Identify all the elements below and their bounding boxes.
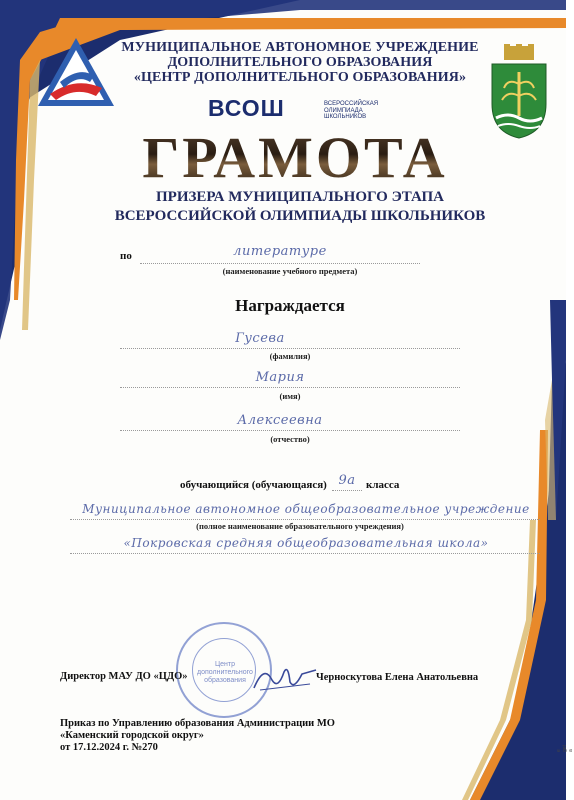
- order-block: [60, 718, 335, 754]
- organization-line-2: ДОПОЛНИТЕЛЬНОГО ОБРАЗОВАНИЯ: [167, 55, 433, 70]
- grade-prefix: обучающийся (обучающаяся): [180, 479, 327, 491]
- center-logo: [36, 36, 116, 108]
- surname-value: Гусева: [235, 331, 285, 346]
- order-line-2: «Каменский городской округ»: [60, 730, 204, 741]
- side-note: e get a: [556, 745, 574, 752]
- olympiad-logo-caption-2: ОЛИМПИАДА: [324, 107, 363, 114]
- official-stamp-inner: [192, 638, 256, 702]
- order-line-1: Приказ по Управлению образования Администрации МО: [60, 718, 335, 729]
- subject-value: литературе: [233, 244, 327, 259]
- school-hint: (полное наименование образовательного учреждения): [196, 521, 404, 531]
- director-signature-icon: [250, 660, 320, 696]
- school-line-1: [70, 519, 540, 520]
- stamp-line-3: образования: [204, 677, 246, 684]
- order-line-3: от 17.12.2024 г. №270: [60, 742, 158, 753]
- patronymic-line: [120, 430, 460, 431]
- surname-line: [120, 348, 460, 349]
- surname-hint: (фамилия): [269, 351, 311, 361]
- olympiad-logo-caption: [324, 101, 378, 121]
- stamp-line-2: дополнительного: [197, 669, 253, 676]
- stamp-line-1: Центр: [214, 661, 236, 668]
- school-value-line-1: Муниципальное автономное общеобразовательное учреждение: [82, 502, 530, 516]
- certificate-title: ГРАМОТА: [140, 124, 450, 191]
- subject-prefix: по: [120, 250, 132, 262]
- olympiad-logo-word: ВСОШ: [208, 95, 285, 121]
- first-name-hint: (имя): [279, 391, 301, 401]
- school-line-2: [70, 553, 540, 554]
- school-value-line-2: «Покровская средняя общеобразовательная школа»: [123, 536, 489, 550]
- patronymic-hint: (отчество): [270, 434, 310, 444]
- olympiad-logo-caption-1: ВСЕРОССИЙСКАЯ: [324, 101, 379, 107]
- director-name: Черноскутова Елена Анатольевна: [316, 672, 479, 683]
- awarded-label: Награждается: [235, 296, 345, 315]
- grade-line: [332, 490, 362, 491]
- organization-line-3: «ЦЕНТР ДОПОЛНИТЕЛЬНОГО ОБРАЗОВАНИЯ»: [133, 70, 467, 85]
- first-name-line: [120, 387, 460, 388]
- grade-value: 9а: [338, 473, 356, 488]
- coat-of-arms-icon: [490, 44, 548, 140]
- patronymic-value: Алексеевна: [237, 413, 323, 428]
- first-name-value: Мария: [255, 370, 305, 385]
- subtitle-line-1: ПРИЗЕРА МУНИЦИПАЛЬНОГО ЭТАПА: [156, 189, 444, 205]
- subject-line: [140, 263, 420, 264]
- organization-line-1: МУНИЦИПАЛЬНОЕ АВТОНОМНОЕ УЧРЕЖДЕНИЕ: [121, 40, 479, 55]
- subtitle-line-2: ВСЕРОССИЙСКОЙ ОЛИМПИАДЫ ШКОЛЬНИКОВ: [114, 208, 486, 224]
- director-title: Директор МАУ ДО «ЦДО»: [60, 671, 188, 682]
- subject-hint: (наименование учебного предмета): [222, 266, 358, 276]
- grade-suffix: класса: [366, 479, 400, 491]
- olympiad-logo-caption-3: ШКОЛЬНИКОВ: [324, 114, 367, 120]
